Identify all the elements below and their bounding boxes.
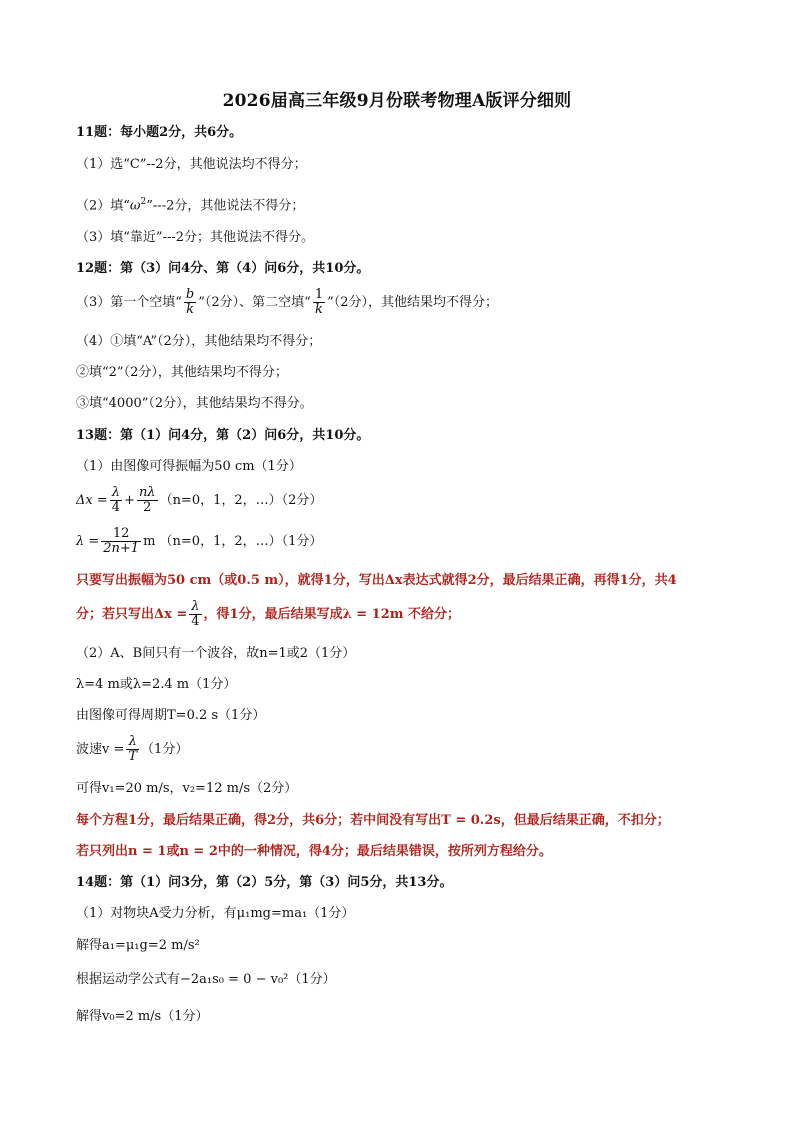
p2-l4-a: 波速v = (76, 742, 125, 757)
q14-line2: 解得a₁=μ₁g=2 m/s² (76, 938, 200, 953)
q13-header: 13题：第（1）问4分，第（2）问6分，共10分。 (76, 428, 370, 443)
omega-exponent: 2 (140, 197, 147, 207)
fraction-1-over-k (313, 288, 325, 317)
q12-line4: ③填“4000”（2分），其他结果均不得分。 (76, 396, 313, 411)
q14-line3: 根据运动学公式有−2a₁s₀ = 0 − v₀²（1分） (76, 972, 336, 987)
q12-line1-a: （3）第一个空填“ (76, 295, 182, 310)
q11-line2-a: （2）填“ (76, 198, 130, 214)
q13-p2-line4 (76, 733, 188, 767)
frac1-den: k (186, 302, 195, 317)
eq2-tail: m （n=0，1，2，…）（1分） (143, 534, 323, 549)
eq2-frac (101, 527, 141, 556)
q13-p2-line5: 可得v₁=20 m/s，v₂=12 m/s（2分） (76, 781, 298, 796)
q11-header: 11题：每小题2分，共6分。 (76, 125, 243, 140)
q13-p2-line1: （2）A、B间只有一个波谷，故n=1或2（1分） (76, 646, 356, 661)
q13-p2-line2: λ=4 m或λ=2.4 m（1分） (76, 677, 237, 692)
eq1-frac1-num: λ (110, 486, 122, 501)
q13-line1: （1）由图像可得振幅为50 cm（1分） (76, 459, 302, 474)
note2-frac (189, 600, 201, 629)
wave-speed-den: T (128, 749, 138, 764)
q11-line2-b: ”---2分，其他说法不得分； (146, 198, 305, 214)
q14-line1: （1）对物块A受力分析，有μ₁mg=ma₁（1分） (76, 906, 355, 921)
q14-header: 14题：第（1）问3分，第（2）5分，第（3）问5分，共13分。 (76, 875, 453, 890)
wave-speed-num: λ (126, 735, 139, 750)
note2-den: 4 (191, 614, 200, 629)
q11-line2 (76, 193, 304, 215)
q13-note3: 每个方程1分，最后结果正确，得2分，共6分；若中间没有写出T = 0.2s，但最后结果正确，不扣分； (76, 813, 670, 828)
eq1-tail: （n=0，1，2，…）（2分） (159, 493, 323, 508)
q13-note2 (76, 598, 460, 632)
q13-note2-b: ，得1分，最后结果写成λ = 12m 不给分； (203, 607, 461, 622)
q12-header: 12题：第（3）问4分、第（4）问6分，共10分。 (76, 261, 370, 276)
q13-eq1 (76, 484, 322, 518)
q11-line1: （1）选“C”--2分，其他说法均不得分； (76, 157, 307, 172)
eq1-plus: + (124, 493, 135, 508)
q12-line2: （4）①填“A”（2分），其他结果均不得分； (76, 334, 322, 349)
frac2-den: k (315, 302, 323, 317)
q13-note4: 若只列出n = 1或n = 2中的一种情况，得4分；最后结果错误，按所列方程给分。 (76, 844, 552, 859)
eq2-den: 2n+1 (103, 541, 140, 556)
q14-line4: 解得v₀=2 m/s（1分） (76, 1009, 209, 1024)
note2-num: λ (189, 600, 201, 615)
q13-p2-line3: 由图像可得周期T=0.2 s（1分） (76, 708, 266, 723)
q13-note1: 只要写出振幅为50 cm（或0.5 m），就得1分，写出Δx表达式就得2分，最后结果正确，再得1分，共4 (76, 573, 677, 588)
frac2-num: 1 (314, 287, 324, 302)
document-title: 2026届高三年级9月份联考物理A版评分细则 (222, 91, 572, 111)
eq1-frac2-num: nλ (138, 485, 156, 500)
q13-note2-a: 分；若只写出Δx = (76, 607, 188, 622)
q11-line3: （3）填“靠近”---2分；其他说法不得分。 (76, 230, 315, 245)
q12-line1-c: ”（2分），其他结果均不得分； (327, 295, 499, 310)
eq1-lhs: Δx = (76, 493, 108, 508)
q12-line3: ②填“2”（2分），其他结果均不得分； (76, 365, 288, 380)
q13-eq2 (76, 525, 322, 559)
eq2-num: 12 (101, 527, 141, 542)
wave-speed-frac (126, 735, 139, 764)
q12-line1-b: ”（2分）、第二空填“ (198, 295, 311, 310)
eq1-frac1 (110, 486, 122, 515)
eq1-frac2 (137, 486, 158, 515)
eq1-frac2-den: 2 (143, 500, 152, 515)
q12-line1 (76, 286, 498, 320)
eq2-lhs: λ = (76, 534, 100, 549)
p2-l4-b: （1分） (141, 742, 189, 757)
eq1-frac1-den: 4 (111, 500, 121, 515)
fraction-b-over-k (184, 288, 196, 317)
frac1-num: b (185, 287, 195, 302)
omega-symbol: ω (129, 198, 141, 214)
